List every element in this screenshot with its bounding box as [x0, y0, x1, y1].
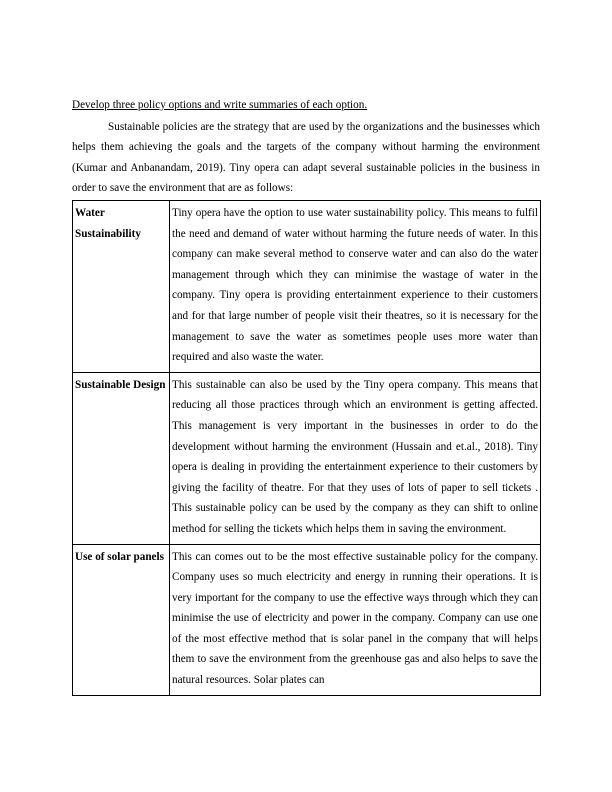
policy-label: Water Sustainability	[73, 201, 170, 373]
policy-summary: This sustainable can also be used by the Tiny opera company. This means that reducing all those practices through which an environment is getting affected. This management is very important in the businesses in order to do the development without harming the environment (Hussain and et.al., 2018). Tiny opera is dealing in providing the entertainment experience to their customers by giving the facility of theatre. For that they uses of lots of paper to sell tickets . This sustainable policy can be used by the company as they can shift to online method for selling the tickets which helps them in saving the environment.	[170, 372, 541, 544]
intro-paragraph: Sustainable policies are the strategy that are used by the organizations and the businesses which helps them achieving the goals and the targets of the company without harming the environment (Kumar and Anbanandam, 2019). Tiny opera can adapt several sustainable policies in the business in order to save the environment that are as follows:	[72, 121, 540, 195]
section-heading: Develop three policy options and write summaries of each option.	[72, 99, 368, 111]
table-row	[73, 544, 541, 695]
policy-summary: Tiny opera have the option to use water sustainability policy. This means to fulfil the need and demand of water without harming the future needs of water. In this company can make several method to conserve water and can also do the water management through which they can minimise the wastage of water in the company. Tiny opera is providing entertainment experience to their customers and for that large number of people visit their theatres, so it is necessary for the management to save the water as sometimes people uses more water than required and also waste the water.	[170, 201, 541, 373]
policy-label: Use of solar panels	[73, 544, 170, 695]
policy-label: Sustainable Design	[73, 372, 170, 544]
policy-table	[72, 200, 541, 696]
table-row	[73, 372, 541, 544]
policy-summary: This can comes out to be the most effective sustainable policy for the company. Company uses so much electricity and energy in running their operations. It is very important for the company to use the effective ways through which they can minimise the use of electricity and power in the company. Company can use one of the most effective method that is solar panel in the company that will helps them to save the environment from the greenhouse gas and also helps to save the natural resources. Solar plates can	[170, 544, 541, 695]
table-row	[73, 201, 541, 373]
